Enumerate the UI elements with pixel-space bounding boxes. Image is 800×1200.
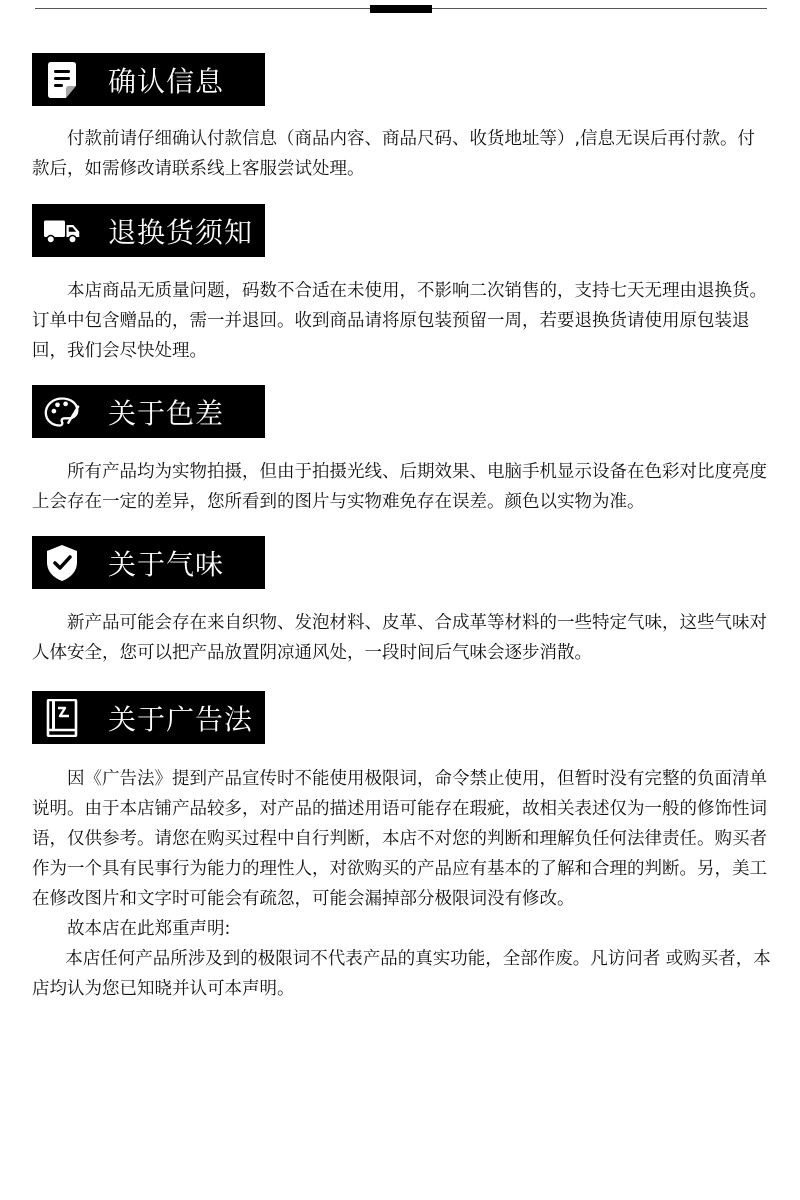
section-header [32, 536, 265, 589]
document-icon [44, 62, 80, 98]
top-divider-tab [370, 5, 432, 13]
section-title: 确认信息 [108, 64, 225, 98]
section-paragraph: 付款前请仔细确认付款信息（商品内容、商品尺码、收货地址等）,信息无误后再付款。付款后，如需修改请联系线上客服尝试处理。 [32, 129, 756, 179]
book-icon [44, 700, 80, 736]
section-return-policy [32, 204, 777, 366]
section-color-difference [32, 385, 777, 517]
section-paragraph: 本店任何产品所涉及到的极限词不代表产品的真实功能，全部作废。凡访问者 或购买者，本店均认为您已知晓并认可本声明。 [32, 949, 771, 999]
section-confirm-info [32, 53, 777, 184]
section-header [32, 691, 265, 744]
section-paragraph: 故本店在此郑重声明: [67, 919, 231, 939]
section-paragraph: 新产品可能会存在来自织物、发泡材料、皮革、合成革等材料的一些特定气味，这些气味对人体安全，您可以把产品放置阴凉通风处，一段时间后气味会逐步消散。 [32, 613, 767, 663]
palette-icon [44, 394, 80, 430]
truck-icon [44, 213, 80, 249]
section-odor [32, 536, 777, 668]
section-title: 退换货须知 [108, 215, 254, 249]
section-header [32, 53, 265, 106]
shield-check-icon [44, 545, 80, 581]
section-paragraph: 因《广告法》提到产品宣传时不能使用极限词，命令禁止使用，但暂时没有完整的负面清单说明。由于本店铺产品较多，对产品的描述用语可能存在瑕疵，故相关表述仅为一般的修饰性词语，仅供参考。请您在购买过程中自行判断，本店不对您的判断和理解负任何法律责任。购买者作为一个具有民事行为能力的理性人，对欲购买的产品应有基本的了解和合理的判断。另，美工在修改图片和文字时可能会有疏忽，可能会漏掉部分极限词没有修改。 [32, 769, 767, 909]
section-header [32, 204, 265, 257]
section-title: 关于气味 [108, 547, 225, 581]
section-title: 关于色差 [108, 396, 225, 430]
section-header [32, 385, 265, 438]
section-advertising-law [32, 691, 777, 1004]
section-title: 关于广告法 [108, 702, 254, 736]
section-paragraph: 所有产品均为实物拍摄，但由于拍摄光线、后期效果、电脑手机显示设备在色彩对比度亮度上会存在一定的差异，您所看到的图片与实物难免存在误差。颜色以实物为准。 [32, 462, 767, 512]
section-paragraph: 本店商品无质量问题，码数不合适在未使用，不影响二次销售的，支持七天无理由退换货。订单中包含赠品的，需一并退回。收到商品请将原包装预留一周，若要退换货请使用原包装退回，我们会尽快处理。 [32, 281, 767, 361]
